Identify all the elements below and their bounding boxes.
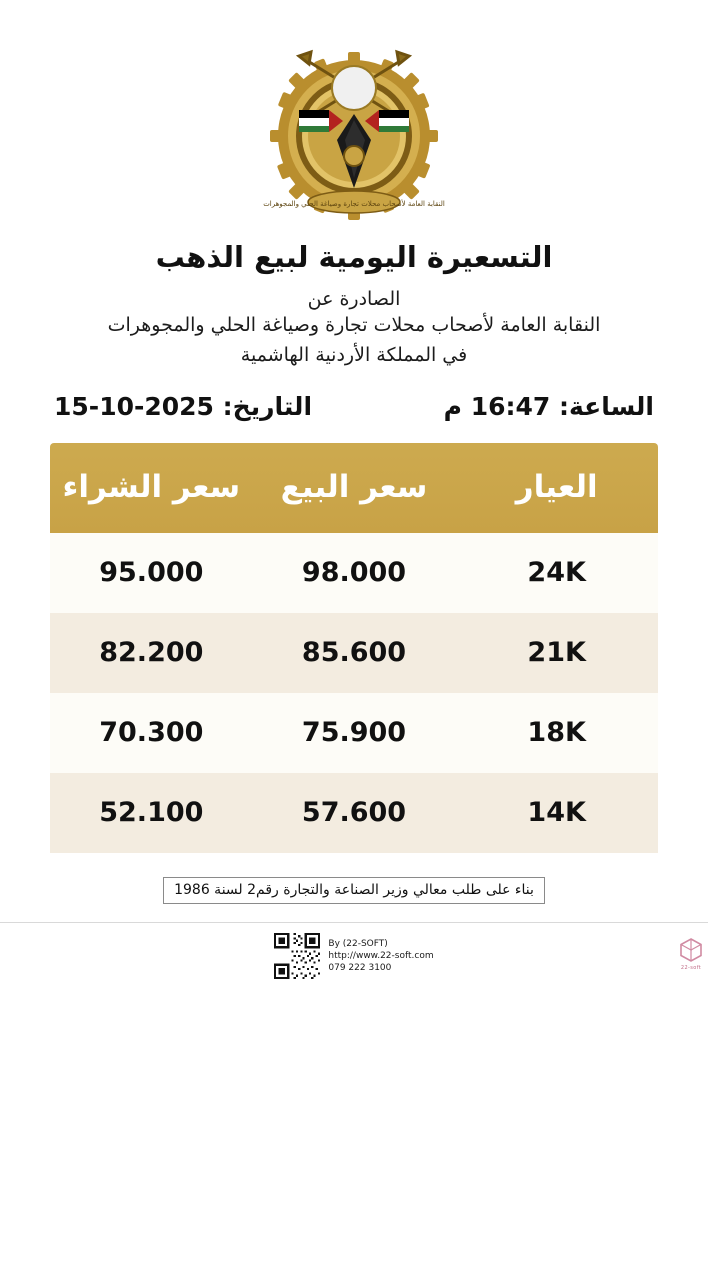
cell-sell-price: 75.900 xyxy=(253,693,456,773)
cell-karat: 24K xyxy=(455,533,658,613)
footnote-wrap xyxy=(50,877,658,904)
qr-code-icon xyxy=(274,933,320,979)
cell-karat: 14K xyxy=(455,773,658,853)
cell-karat: 18K xyxy=(455,693,658,773)
vendor-contact-text xyxy=(328,933,433,974)
subtitle-country: في المملكة الأردنية الهاشمية xyxy=(240,344,468,366)
table-row xyxy=(50,693,658,773)
vendor-url: http://www.22-soft.com xyxy=(328,951,434,961)
subtitle-issued-by: الصادرة عن xyxy=(307,288,401,310)
vendor-by: By (22-SOFT) xyxy=(328,939,388,949)
table-row xyxy=(50,533,658,613)
header-buy-price: سعر الشراء xyxy=(50,443,253,533)
table-body xyxy=(50,533,658,853)
cell-buy-price: 70.300 xyxy=(50,693,253,773)
cell-karat: 21K xyxy=(455,613,658,693)
syndicate-emblem xyxy=(259,36,449,226)
header-sell-price: سعر البيع xyxy=(253,443,456,533)
vendor-logo-caption: 22-soft xyxy=(680,965,702,971)
cell-sell-price: 85.600 xyxy=(253,613,456,693)
cell-buy-price: 95.000 xyxy=(50,533,253,613)
table-head xyxy=(50,443,658,533)
date-time-row xyxy=(54,392,654,421)
cell-sell-price: 57.600 xyxy=(253,773,456,853)
vendor-phone: 079 222 3100 xyxy=(328,963,392,973)
cell-buy-price: 52.100 xyxy=(50,773,253,853)
subtitle-syndicate: النقابة العامة لأصحاب محلات تجارة وصياغة الحلي والمجوهرات xyxy=(107,314,601,336)
gold-price-table xyxy=(50,443,658,853)
footer-contact xyxy=(0,933,708,979)
cell-buy-price: 82.200 xyxy=(50,613,253,693)
table-row xyxy=(50,773,658,853)
footnote: بناء على طلب معالي وزير الصناعة والتجارة رقم2 لسنة 1986 xyxy=(163,877,545,904)
svg-text:النقابة العامة لأصحاب محلات تج: النقابة العامة لأصحاب محلات تجارة وصياغة الحلي والمجوهرات xyxy=(263,200,445,208)
header-karat: العيار xyxy=(455,443,658,533)
time-label: الساعة: 16:47 م xyxy=(443,392,654,421)
cell-sell-price: 98.000 xyxy=(253,533,456,613)
footer xyxy=(0,922,708,997)
table-row xyxy=(50,613,658,693)
page-title: التسعيرة اليومية لبيع الذهب xyxy=(155,240,553,274)
date-label: التاريخ: 2025-10-15 xyxy=(54,392,313,421)
table-header-row xyxy=(50,443,658,533)
